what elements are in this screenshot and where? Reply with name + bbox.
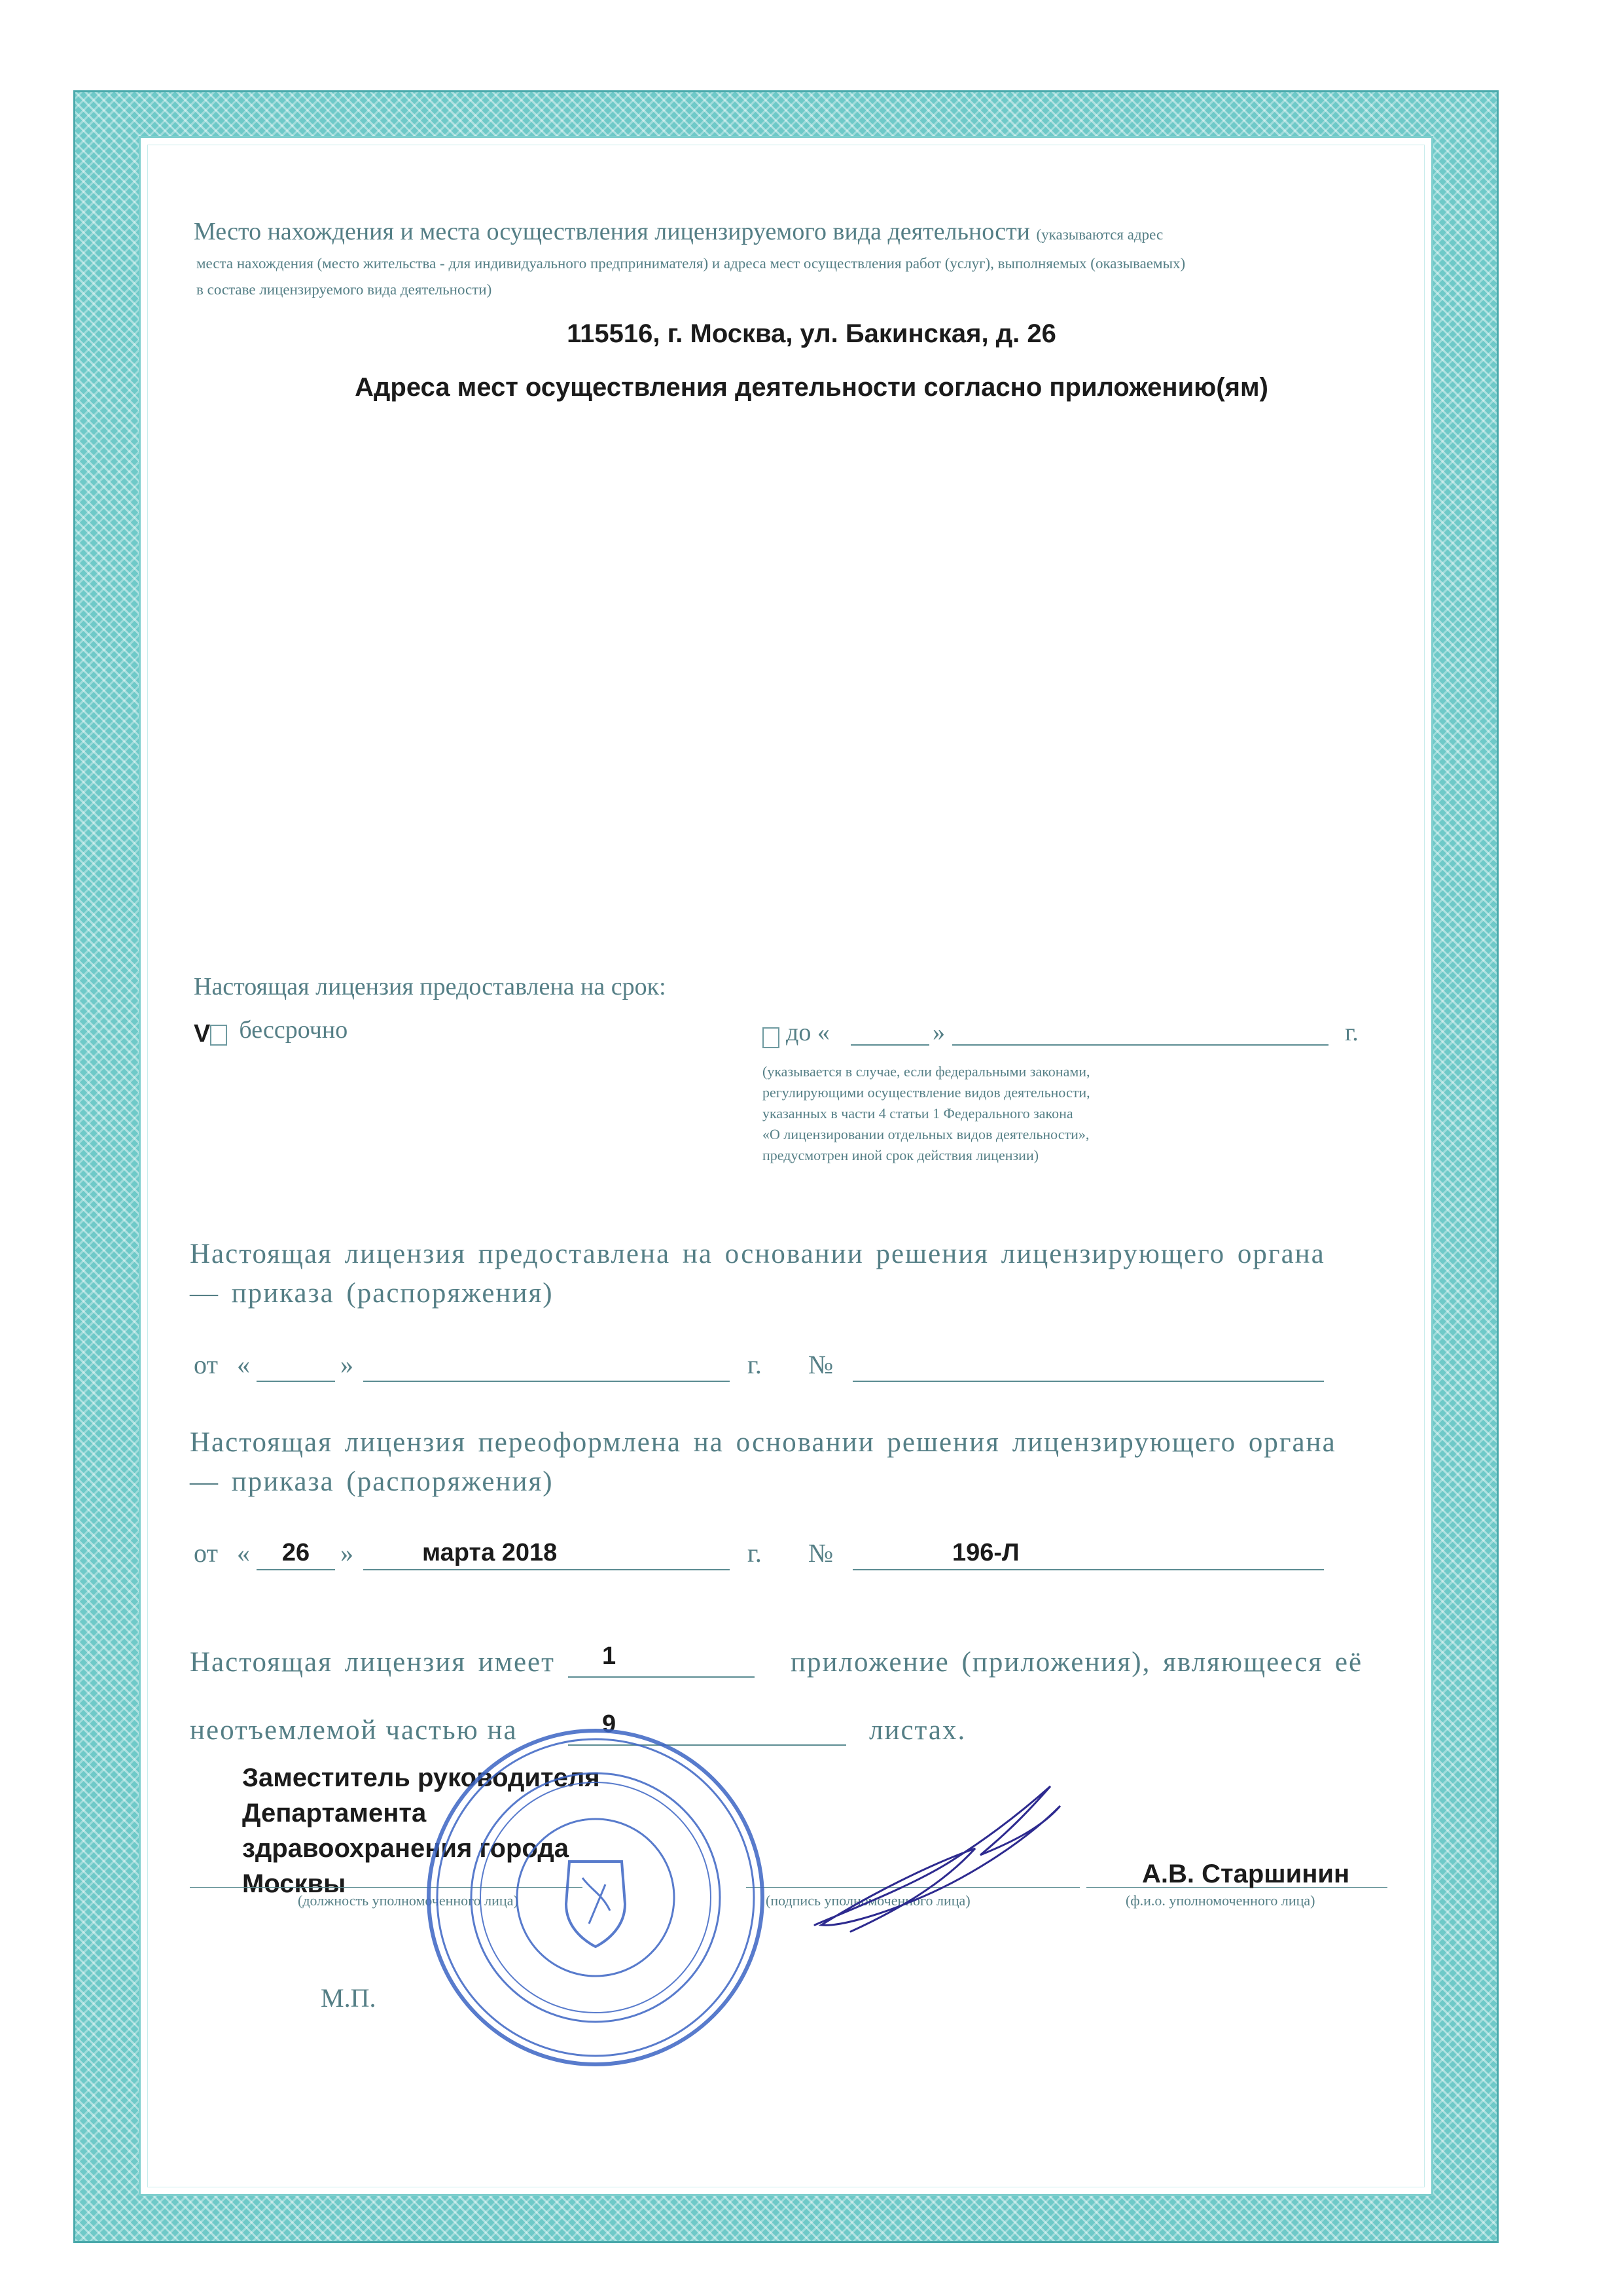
term-note-line: предусмотрен иной срок действия лицензии) — [762, 1147, 1039, 1163]
term-heading: Настоящая лицензия предоставлена на срок: — [194, 973, 666, 1000]
granted-year-label: г. — [747, 1350, 762, 1379]
place-note-part1: (указываются адрес — [1036, 226, 1164, 243]
term-note-line: «О лицензировании отдельных видов деятельности», — [762, 1126, 1090, 1142]
granted-line1: Настоящая лицензия предоставлена на основании решения лицензирующего органа — [190, 1239, 1325, 1269]
reissued-open-quote: « — [237, 1538, 250, 1568]
reissued-year-label: г. — [747, 1538, 762, 1568]
position-line: Москвы — [242, 1869, 346, 1898]
activity-addresses-note: Адреса мест осуществления деятельности согласно приложению(ям) — [355, 373, 1268, 402]
appendix-text4: листах. — [869, 1715, 967, 1746]
position-caption: (должность уполномоченного лица) — [298, 1892, 518, 1909]
granted-number-label: № — [808, 1350, 834, 1379]
reissued-number-label: № — [808, 1538, 834, 1568]
place-note-line2: места нахождения (место жительства - для индивидуального предпринимателя) и адреса мест осуществления работ (услуг), выполняемых (оказываемых) — [196, 255, 1186, 272]
position-line: здравоохранения города — [242, 1834, 569, 1863]
reissued-day: 26 — [281, 1539, 310, 1566]
term-note-line: (указывается в случае, если федеральными законами, — [762, 1063, 1090, 1080]
place-heading-text: Место нахождения и места осуществления лицензируемого вида деятельности — [194, 218, 1031, 245]
appendix-sheets: 9 — [602, 1710, 616, 1738]
reissued-order-number: 196-Л — [952, 1539, 1020, 1566]
signature-caption: (подпись уполномоченного лица) — [766, 1892, 971, 1909]
until-close-quote: » — [933, 1019, 945, 1046]
reissued-from-label: от — [194, 1538, 218, 1568]
granted-from-label: от — [194, 1350, 218, 1379]
signatory-name: А.В. Старшинин — [1142, 1860, 1350, 1888]
granted-close-quote: » — [340, 1350, 353, 1379]
reissued-month-year: марта 2018 — [422, 1539, 558, 1566]
until-prefix: до « — [786, 1019, 830, 1046]
position-line: Департамента — [242, 1799, 427, 1828]
license-address: 115516, г. Москва, ул. Бакинская, д. 26 — [567, 319, 1056, 348]
term-note-line: регулирующими осуществление видов деятельности, — [762, 1084, 1090, 1101]
appendix-text2: приложение (приложения), являющееся её — [791, 1647, 1363, 1678]
granted-line2: — приказа (распоряжения) — [190, 1278, 554, 1309]
indefinite-label: бессрочно — [239, 1016, 348, 1044]
term-note-line: указанных в части 4 статьи 1 Федерального закона — [762, 1105, 1073, 1122]
check-mark: V — [194, 1020, 211, 1048]
until-year-label: г. — [1345, 1019, 1359, 1046]
seal-placeholder-label: М.П. — [321, 1983, 376, 2013]
position-line: Заместитель руководителя — [242, 1763, 600, 1792]
reissued-close-quote: » — [340, 1538, 353, 1568]
appendix-text1: Настоящая лицензия имеет — [190, 1647, 555, 1678]
place-note-line3: в составе лицензируемого вида деятельности) — [196, 281, 492, 298]
granted-open-quote: « — [237, 1350, 250, 1379]
name-caption: (ф.и.о. уполномоченного лица) — [1126, 1892, 1315, 1909]
appendix-text3: неотъемлемой частью на — [190, 1715, 518, 1746]
appendix-count: 1 — [602, 1642, 616, 1670]
reissued-line1: Настоящая лицензия переоформлена на основании решения лицензирующего органа — [190, 1427, 1336, 1458]
reissued-line2: — приказа (распоряжения) — [190, 1466, 554, 1497]
